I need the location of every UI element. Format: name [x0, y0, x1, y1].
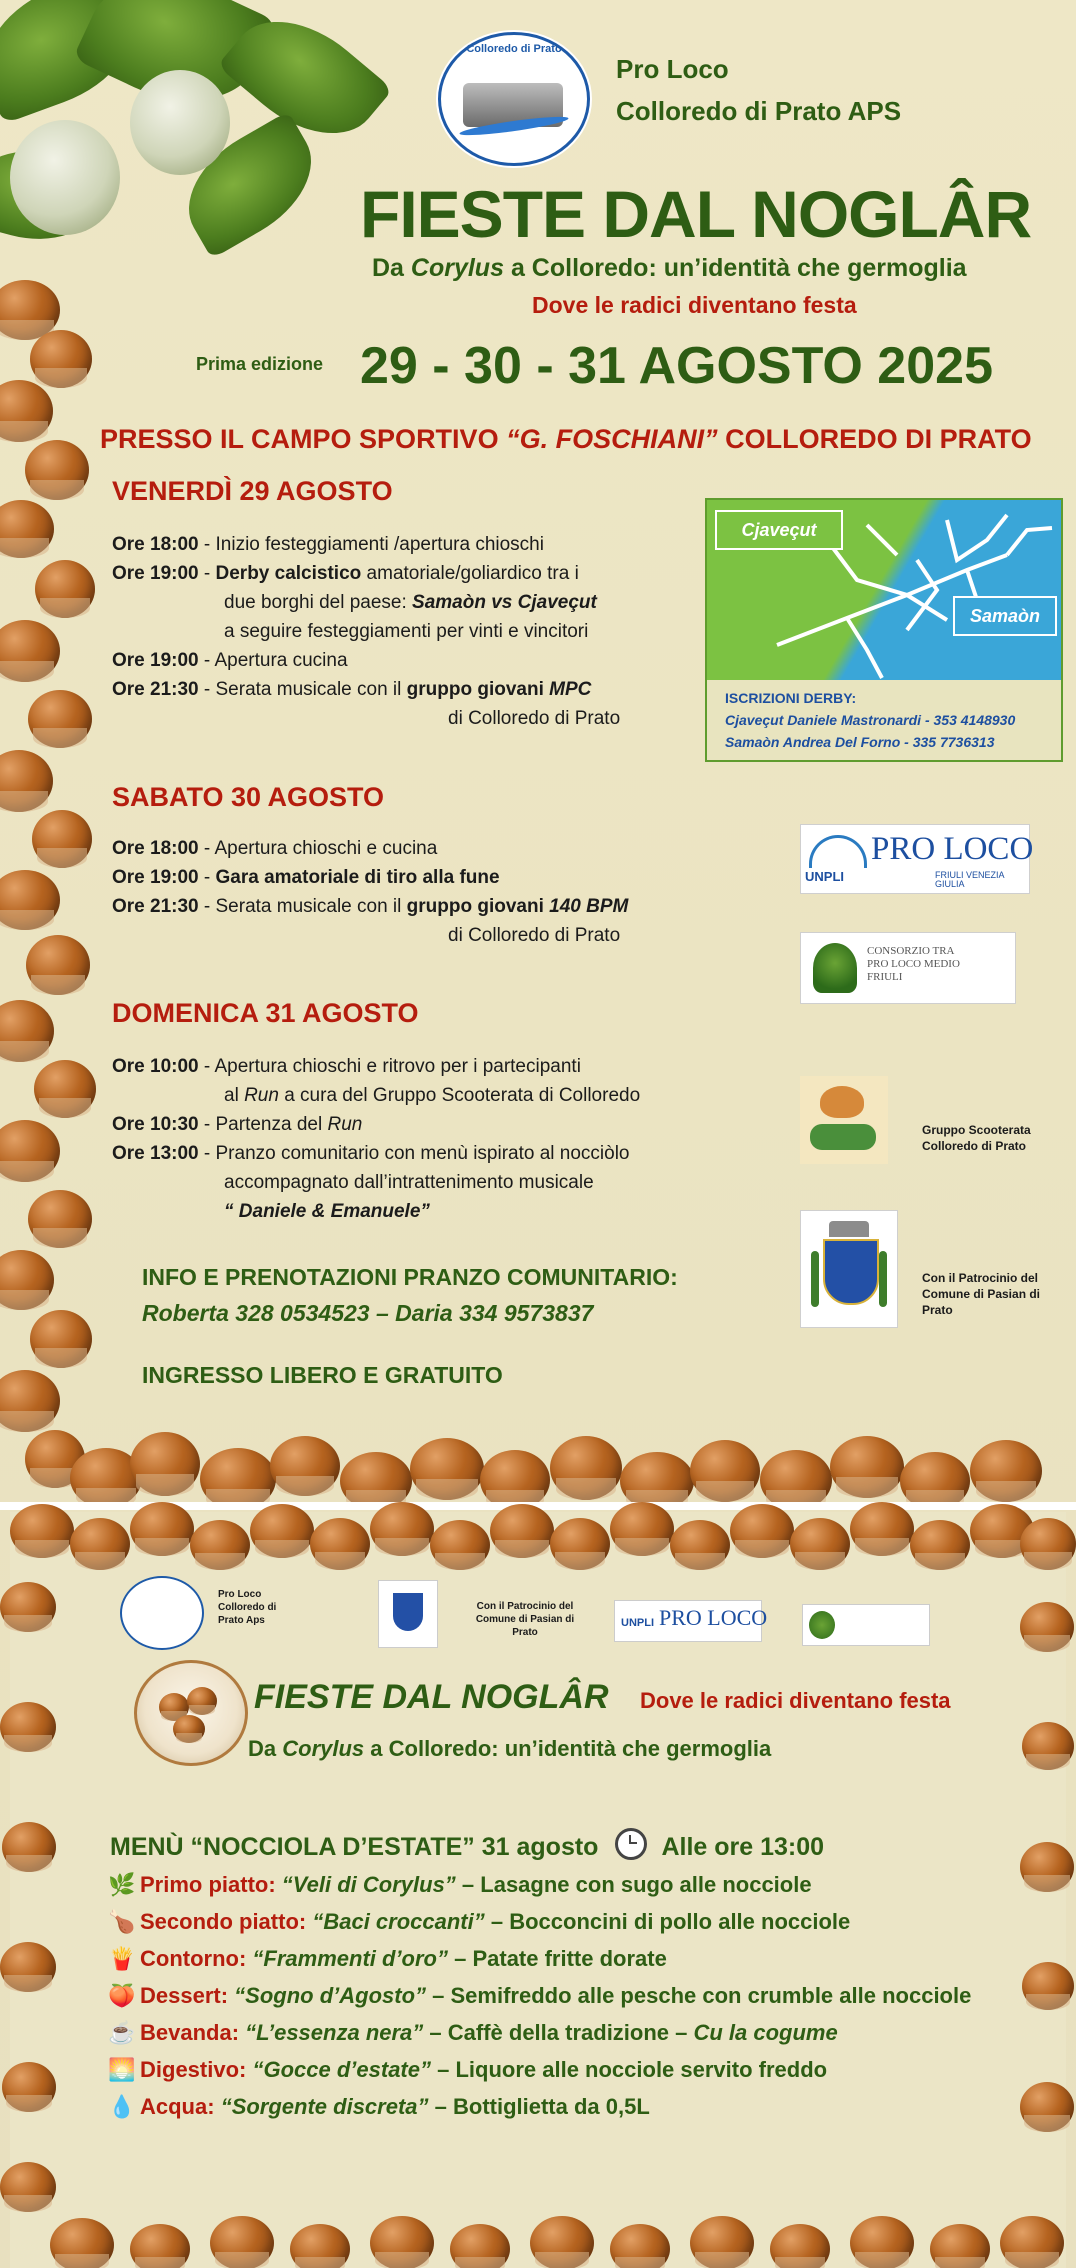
- derby-registration-title: ISCRIZIONI DERBY:: [725, 690, 857, 706]
- org-name-line2: Colloredo di Prato APS: [616, 96, 902, 126]
- menu-dish-desc: – Lasagne con sugo alle nocciole: [455, 1872, 812, 1897]
- proloco-small-wordmark: PRO LOCO: [659, 1605, 768, 1630]
- menu-dish-desc: – Patate fritte dorate: [448, 1946, 667, 1971]
- scooterata-caption: Gruppo Scooterata Colloredo di Prato: [922, 1123, 1031, 1153]
- menu-course: Secondo piatto:: [140, 1909, 307, 1934]
- schedule-row: Ore 10:30 - Partenza del Run: [112, 1114, 363, 1135]
- menu-item-icon: 💧: [108, 2094, 136, 2119]
- proloco-wordmark: PRO LOCO: [871, 831, 1034, 867]
- derby-contact-cjavecut: Cjaveçut Daniele Mastronardi - 353 4148930: [725, 712, 1016, 728]
- menu-item-icon: 🌿: [108, 1872, 136, 1897]
- org-name-line1: Pro Loco: [616, 54, 729, 84]
- page-title: FIESTE DAL NOGLÂR: [360, 177, 1032, 251]
- menu-heading: MENÙ “NOCCIOLA D’ESTATE” 31 agosto Alle ore 13:00: [110, 1828, 824, 1862]
- schedule-row-continuation: a seguire festeggiamenti per vinti e vincitori: [224, 621, 589, 642]
- derby-registration-box: [705, 680, 1063, 762]
- info-contacts: Roberta 328 0534523 – Daria 334 9573837: [142, 1300, 594, 1326]
- menu-item-icon: ☕: [108, 2020, 136, 2045]
- saturday-schedule: [112, 834, 712, 950]
- info-heading: INFO E PRENOTAZIONI PRANZO COMUNITARIO:: [142, 1264, 678, 1290]
- unpli-proloco-logo: [800, 824, 1034, 894]
- schedule-row-continuation: di Colloredo di Prato: [448, 708, 621, 729]
- menu-course: Contorno:: [140, 1946, 247, 1971]
- menu-course: Digestivo:: [140, 2057, 247, 2082]
- menu-section-subtitle: Da Corylus a Colloredo: un’identità che germoglia: [248, 1736, 772, 1761]
- menu-course: Bevanda:: [140, 2020, 240, 2045]
- menu-course: Primo piatto:: [140, 1872, 276, 1897]
- friday-schedule: [112, 530, 672, 733]
- schedule-row-continuation: due borghi del paese: Samaòn vs Cjaveçut: [224, 592, 597, 613]
- derby-map: [705, 498, 1063, 682]
- menu-item: [108, 2051, 1008, 2088]
- unpli-small-logo: [614, 1600, 768, 1642]
- schedule-row-continuation: di Colloredo di Prato: [448, 925, 621, 946]
- schedule-row-continuation: accompagnato dall’intrattenimento musicale: [224, 1172, 594, 1193]
- menu-section-tagline: Dove le radici diventano festa: [640, 1688, 951, 1713]
- consorzio-text: CONSORZIO TRA PRO LOCO MEDIO FRIULI: [867, 945, 960, 983]
- schedule-row-continuation: al Run a cura del Gruppo Scooterata di Colloredo: [224, 1085, 641, 1106]
- menu-dish-name: “Frammenti d’oro”: [252, 1946, 448, 1971]
- menu-dish-desc: – Liquore alle nocciole servito freddo: [431, 2057, 828, 2082]
- friday-heading: VENERDÌ 29 AGOSTO: [112, 476, 393, 506]
- menu-dish-extra: Cu la cogume: [693, 2020, 838, 2045]
- menu-list: [108, 1866, 1008, 2125]
- map-label-cjavecut: Cjaveçut: [715, 510, 843, 550]
- menu-dish-desc: – Bocconcini di pollo alle nocciole: [484, 1909, 851, 1934]
- sunday-heading: DOMENICA 31 AGOSTO: [112, 998, 419, 1028]
- unpli-small-text: UNPLI: [621, 1617, 654, 1629]
- menu-item: [108, 2014, 1008, 2051]
- scooterata-logo: [800, 1076, 888, 1164]
- header-tagline: Dove le radici diventano festa: [532, 292, 857, 318]
- schedule-row-continuation: “ Daniele & Emanuele”: [224, 1201, 430, 1222]
- clock-icon: [615, 1828, 647, 1860]
- patrocinio-caption: Con il Patrocinio del Comune di Pasian di Prato: [922, 1271, 1041, 1317]
- menu-dish-name: “L’essenza nera”: [245, 2020, 424, 2045]
- saturday-heading: SABATO 30 AGOSTO: [112, 782, 385, 812]
- consorzio-logo: [800, 932, 1016, 1004]
- schedule-row: Ore 19:00 - Derby calcistico amatoriale/goliardico tra i: [112, 563, 579, 584]
- menu-dish-desc: – Caffè della tradizione –: [423, 2020, 694, 2045]
- menu-item: [108, 1977, 1008, 2014]
- schedule-row: Ore 13:00 - Pranzo comunitario con menù ispirato al nocciòlo: [112, 1143, 630, 1164]
- consorzio-small-logo: [802, 1604, 930, 1646]
- schedule-row: Ore 19:00 - Apertura cucina: [112, 650, 348, 671]
- menu-dish-name: “Sorgente discreta”: [220, 2094, 429, 2119]
- menu-item-icon: 🍟: [108, 1946, 136, 1971]
- header-subtitle: Da Corylus a Colloredo: un’identità che germoglia: [372, 254, 967, 282]
- menu-section-title: FIESTE DAL NOGLÂR: [254, 1678, 609, 1716]
- schedule-row: Ore 21:30 - Serata musicale con il gruppo giovani 140 BPM: [112, 896, 629, 917]
- menu-item: [108, 1866, 1008, 1903]
- menu-item: [108, 2088, 1008, 2125]
- proloco-small-caption: Pro Loco Colloredo di Prato Aps: [218, 1589, 277, 1626]
- venue: PRESSO IL CAMPO SPORTIVO “G. FOSCHIANI” COLLOREDO DI PRATO: [100, 424, 1032, 454]
- edition-label: Prima edizione: [196, 354, 324, 374]
- menu-item-icon: 🍗: [108, 1909, 136, 1934]
- sunday-schedule: [112, 1052, 732, 1226]
- schedule-row: Ore 19:00 - Gara amatoriale di tiro alla fune: [112, 867, 500, 888]
- free-entry-note: INGRESSO LIBERO E GRATUITO: [142, 1362, 503, 1388]
- proloco-region: FRIULI VENEZIA GIULIA: [935, 870, 1005, 889]
- derby-contact-samaon: Samaòn Andrea Del Forno - 335 7736313: [725, 734, 995, 750]
- menu-dish-desc: – Semifreddo alle pesche con crumble alle nocciole: [426, 1983, 972, 2008]
- menu-item-icon: 🌅: [108, 2057, 136, 2082]
- schedule-row: Ore 10:00 - Apertura chioschi e ritrovo per i partecipanti: [112, 1056, 581, 1077]
- menu-item: [108, 1940, 1008, 1977]
- menu-dish-desc: – Bottiglietta da 0,5L: [428, 2094, 650, 2119]
- proloco-small-logo: [120, 1576, 204, 1650]
- unpli-text: UNPLI: [805, 869, 844, 884]
- event-dates: 29 - 30 - 31 AGOSTO 2025: [360, 337, 993, 395]
- menu-dish-name: “Veli di Corylus”: [281, 1872, 456, 1897]
- menu-course: Acqua:: [140, 2094, 215, 2119]
- comune-pasian-crest: [800, 1210, 898, 1328]
- menu-dish-name: “Gocce d’estate”: [252, 2057, 431, 2082]
- menu-course: Dessert:: [140, 1983, 229, 2008]
- menu-dish-name: “Baci croccanti”: [312, 1909, 485, 1934]
- schedule-row: Ore 21:30 - Serata musicale con il gruppo giovani MPC: [112, 679, 592, 700]
- schedule-row: Ore 18:00 - Apertura chioschi e cucina: [112, 838, 438, 859]
- schedule-row: Ore 18:00 - Inizio festeggiamenti /apertura chioschi: [112, 534, 544, 555]
- menu-item: [108, 1903, 1008, 1940]
- menu-item-icon: 🍑: [108, 1983, 136, 2008]
- menu-dish-name: “Sogno d’Agosto”: [234, 1983, 427, 2008]
- comune-small-crest: [378, 1580, 438, 1648]
- seal-text: Colloredo di Prato: [466, 43, 562, 55]
- patrocinio-small-caption: Con il Patrocinio del Comune di Pasian di Prato: [475, 1601, 575, 1638]
- map-label-samaon: Samaòn: [953, 596, 1057, 636]
- proloco-seal-logo: [438, 32, 590, 166]
- hazelnut-bowl-icon: [134, 1660, 248, 1766]
